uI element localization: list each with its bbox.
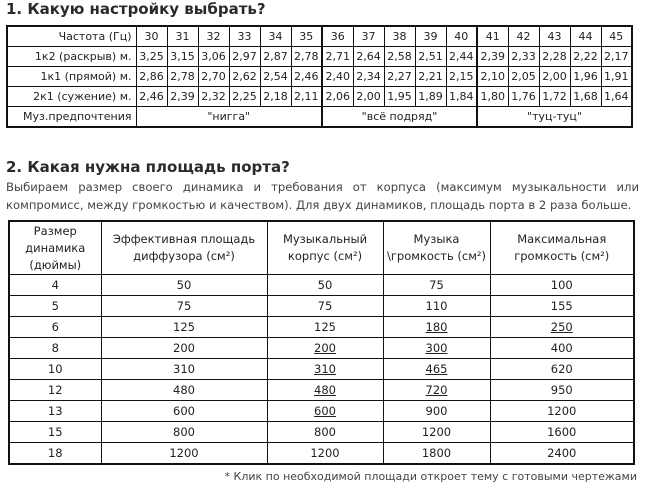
tuning-cell: 2,32 — [198, 87, 229, 107]
freq-label: Частота (Гц) — [7, 26, 136, 47]
tuning-cell: 1,68 — [570, 87, 601, 107]
tuning-cell: 2,46 — [291, 67, 322, 87]
section1-title: 1. Какую настройку выбрать? — [6, 0, 266, 18]
table-row — [9, 275, 634, 296]
freq-header-cell: 38 — [384, 26, 415, 47]
table-cell: 5 — [9, 296, 101, 317]
tuning-cell: 2,28 — [539, 47, 570, 67]
table-cell: 13 — [9, 401, 101, 422]
table-cell: 4 — [9, 275, 101, 296]
freq-header-cell: 42 — [508, 26, 539, 47]
tuning-cell: 2,51 — [415, 47, 446, 67]
footnote: * Клик по необходимой площади откроет тему с готовыми чертежами — [224, 470, 637, 483]
freq-header-cell: 33 — [229, 26, 260, 47]
area-link[interactable]: 250 — [490, 317, 634, 338]
table-row — [9, 401, 634, 422]
tuning-cell: 2,46 — [136, 87, 167, 107]
table-row — [9, 422, 634, 443]
freq-header-cell: 31 — [167, 26, 198, 47]
column-header: Размер динамика (дюймы) — [9, 221, 101, 275]
table-cell: 18 — [9, 443, 101, 465]
table-cell: 10 — [9, 359, 101, 380]
area-link[interactable]: 465 — [383, 359, 490, 380]
table-cell: 400 — [490, 338, 634, 359]
tuning-cell: 2,44 — [446, 47, 477, 67]
table-row — [9, 443, 634, 465]
table-cell: 1200 — [101, 443, 267, 465]
tuning-cell: 1,84 — [446, 87, 477, 107]
table-cell: 100 — [490, 275, 634, 296]
column-header: Эффективная площадь диффузора (см²) — [101, 221, 267, 275]
preference-cell: "туц-туц" — [477, 107, 632, 128]
tuning-cell: 2,11 — [291, 87, 322, 107]
freq-header-cell: 36 — [322, 26, 353, 47]
table-cell: 310 — [101, 359, 267, 380]
tuning-cell: 1,72 — [539, 87, 570, 107]
tuning-row — [7, 47, 632, 67]
tuning-cell: 2,86 — [136, 67, 167, 87]
tuning-cell: 2,27 — [384, 67, 415, 87]
table-row — [9, 359, 634, 380]
preference-cell: "всё подряд" — [322, 107, 477, 128]
tuning-cell: 2,05 — [508, 67, 539, 87]
table-cell: 15 — [9, 422, 101, 443]
freq-header-cell: 44 — [570, 26, 601, 47]
tuning-cell: 2,64 — [353, 47, 384, 67]
table-cell: 125 — [101, 317, 267, 338]
area-link[interactable]: 300 — [383, 338, 490, 359]
tuning-cell: 2,06 — [322, 87, 353, 107]
area-link[interactable]: 720 — [383, 380, 490, 401]
tuning-cell: 2,15 — [446, 67, 477, 87]
tuning-cell: 1,80 — [477, 87, 508, 107]
tuning-cell: 2,34 — [353, 67, 384, 87]
tuning-cell: 1,76 — [508, 87, 539, 107]
tuning-cell: 2,78 — [291, 47, 322, 67]
tuning-cell: 2,00 — [353, 87, 384, 107]
table-cell: 75 — [101, 296, 267, 317]
table-cell: 1200 — [383, 422, 490, 443]
freq-header-cell: 32 — [198, 26, 229, 47]
tuning-cell: 2,97 — [229, 47, 260, 67]
table-cell: 12 — [9, 380, 101, 401]
tuning-cell: 1,96 — [570, 67, 601, 87]
table-cell: 1200 — [490, 401, 634, 422]
freq-header-row — [7, 26, 632, 47]
intro-text-line2: компромисс, между громкостью и качеством). Для двух динамиков, площадь порта в 2 раза больше. — [6, 198, 632, 212]
preference-cell: "нигга" — [136, 107, 322, 128]
table-cell: 6 — [9, 317, 101, 338]
tuning-cell: 2,62 — [229, 67, 260, 87]
table-cell: 900 — [383, 401, 490, 422]
section2-title: 2. Какая нужна площадь порта? — [6, 158, 290, 176]
tuning-cell: 1,89 — [415, 87, 446, 107]
table-cell: 8 — [9, 338, 101, 359]
tuning-cell: 2,17 — [601, 47, 632, 67]
tuning-cell: 2,78 — [167, 67, 198, 87]
tuning-cell: 2,54 — [260, 67, 291, 87]
port-area-table — [8, 220, 635, 465]
table-cell: 1800 — [383, 443, 490, 465]
tuning-cell: 3,06 — [198, 47, 229, 67]
table-cell: 800 — [267, 422, 383, 443]
tuning-cell: 1,64 — [601, 87, 632, 107]
tuning-cell: 2,87 — [260, 47, 291, 67]
area-link[interactable]: 180 — [383, 317, 490, 338]
column-header: Музыка \громкость (см²) — [383, 221, 490, 275]
tuning-cell: 2,00 — [539, 67, 570, 87]
table-cell: 480 — [101, 380, 267, 401]
table-row — [9, 380, 634, 401]
tuning-cell: 1,91 — [601, 67, 632, 87]
tuning-cell: 2,33 — [508, 47, 539, 67]
freq-header-cell: 35 — [291, 26, 322, 47]
area-link[interactable]: 200 — [267, 338, 383, 359]
freq-header-cell: 39 — [415, 26, 446, 47]
table-cell: 950 — [490, 380, 634, 401]
table-cell: 1200 — [267, 443, 383, 465]
column-header: Музыкальный корпус (см²) — [267, 221, 383, 275]
tuning-cell: 2,40 — [322, 67, 353, 87]
tuning-cell: 1,95 — [384, 87, 415, 107]
tuning-table — [6, 25, 633, 128]
table-cell: 50 — [101, 275, 267, 296]
freq-header-cell: 45 — [601, 26, 632, 47]
table-cell: 125 — [267, 317, 383, 338]
tuning-cell: 2,25 — [229, 87, 260, 107]
freq-header-cell: 34 — [260, 26, 291, 47]
table-cell: 110 — [383, 296, 490, 317]
tuning-cell: 2,70 — [198, 67, 229, 87]
intro-text-line1: Выбираем размер своего динамика и требования от корпуса (максимум музыкальности или — [6, 180, 639, 194]
tuning-row — [7, 67, 632, 87]
tuning-cell: 2,71 — [322, 47, 353, 67]
table-row — [9, 317, 634, 338]
tuning-row-label: 2к1 (сужение) м. — [7, 87, 136, 107]
tuning-cell: 3,25 — [136, 47, 167, 67]
tuning-cell: 2,39 — [167, 87, 198, 107]
freq-header-cell: 30 — [136, 26, 167, 47]
table-cell: 200 — [101, 338, 267, 359]
table-cell: 620 — [490, 359, 634, 380]
tuning-cell: 3,15 — [167, 47, 198, 67]
table-cell: 800 — [101, 422, 267, 443]
freq-header-cell: 41 — [477, 26, 508, 47]
freq-header-cell: 40 — [446, 26, 477, 47]
preference-row — [7, 107, 632, 128]
table-cell: 75 — [383, 275, 490, 296]
table-cell: 50 — [267, 275, 383, 296]
table-cell: 75 — [267, 296, 383, 317]
tuning-cell: 2,10 — [477, 67, 508, 87]
area-link[interactable]: 600 — [267, 401, 383, 422]
area-link[interactable]: 310 — [267, 359, 383, 380]
preference-label: Муз.предпочтения — [7, 107, 136, 128]
column-header: Максимальная громкость (см²) — [490, 221, 634, 275]
tuning-cell: 2,58 — [384, 47, 415, 67]
tuning-cell: 2,22 — [570, 47, 601, 67]
tuning-row-label: 1к1 (прямой) м. — [7, 67, 136, 87]
freq-header-cell: 43 — [539, 26, 570, 47]
table-row — [9, 296, 634, 317]
table-row — [9, 338, 634, 359]
table-cell: 155 — [490, 296, 634, 317]
tuning-cell: 2,39 — [477, 47, 508, 67]
area-link[interactable]: 480 — [267, 380, 383, 401]
tuning-row — [7, 87, 632, 107]
tuning-row-label: 1к2 (раскрыв) м. — [7, 47, 136, 67]
table-cell: 600 — [101, 401, 267, 422]
table-cell: 1600 — [490, 422, 634, 443]
tuning-cell: 2,18 — [260, 87, 291, 107]
table-cell: 2400 — [490, 443, 634, 465]
tuning-cell: 2,21 — [415, 67, 446, 87]
freq-header-cell: 37 — [353, 26, 384, 47]
